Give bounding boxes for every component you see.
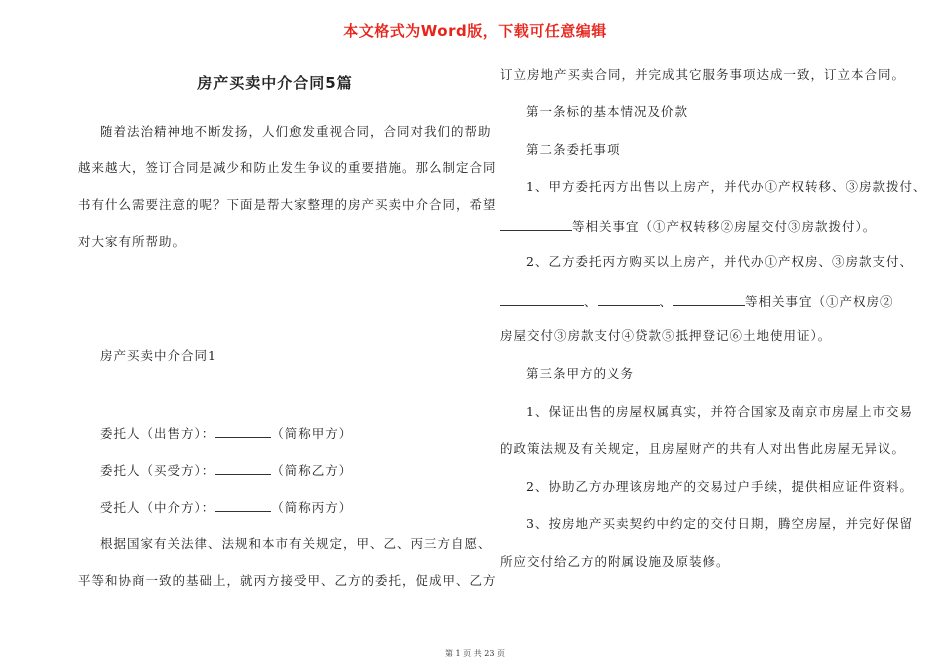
format-notice-banner: 本文格式为Word版，下载可任意编辑 — [343, 22, 607, 40]
party-agent-label: 受托人（中介方）： — [100, 500, 216, 515]
party-agent-blank — [215, 499, 271, 512]
party-seller-blank — [215, 425, 271, 438]
item-2-2-blank-2 — [598, 293, 660, 306]
item-3-1-line-2: 的政策法规及有关规定，且房屋财产的共有人对出售此房屋无异议。 — [500, 441, 906, 456]
party-buyer-line — [100, 462, 352, 478]
item-2-2-blank-1 — [500, 293, 584, 306]
item-2-2-blank-3 — [673, 293, 745, 306]
party-agent-suffix: （简称丙方） — [271, 500, 353, 515]
footer-total-pages: 23 — [484, 649, 495, 658]
item-2-2-sep-1: 、 — [584, 294, 598, 309]
continuation-line: 订立房地产买卖合同，并完成其它服务事项达成一致，订立本合同。 — [500, 67, 906, 82]
party-agent-line — [100, 499, 352, 515]
basis-line-2: 平等和协商一致的基础上，就丙方接受甲、乙方的委托，促成甲、乙方 — [78, 573, 497, 588]
party-seller-suffix: （简称甲方） — [271, 426, 353, 441]
item-2-2-sep-2: 、 — [659, 294, 674, 309]
basis-line-1: 根据国家有关法律、法规和本市有关规定，甲、乙、丙三方自愿、 — [100, 536, 492, 551]
article-1-heading: 第一条标的基本情况及价款 — [526, 104, 689, 119]
item-2-1-blank — [500, 218, 572, 231]
party-buyer-label: 委托人（买受方）： — [100, 463, 216, 478]
item-2-1-text: 等相关事宜（①产权转移②房屋交付③房款拨付）。 — [572, 219, 877, 234]
item-2-1-line-1: 1、甲方委托丙方出售以上房产，并代办①产权转移、③房款拨付、 — [526, 179, 927, 194]
item-3-1-line-1: 1、保证出售的房屋权属真实，并符合国家及南京市房屋上市交易 — [526, 404, 913, 419]
article-3-heading: 第三条甲方的义务 — [526, 366, 635, 381]
footer-middle: 页 共 — [463, 649, 482, 658]
party-seller-line — [100, 425, 352, 441]
item-3-3-line-1: 3、按房地产买卖契约中约定的交付日期，腾空房屋，并完好保留 — [526, 516, 913, 531]
document-title: 房产买卖中介合同5篇 — [197, 74, 353, 92]
intro-line-2: 越来越大，签订合同是减少和防止发生争议的重要措施。那么制定合同 — [78, 160, 497, 175]
page-footer — [0, 648, 950, 659]
item-2-1-line-2 — [500, 218, 876, 234]
party-seller-label: 委托人（出售方）： — [100, 426, 216, 441]
article-2-heading: 第二条委托事项 — [526, 142, 621, 157]
item-2-2-line-3: 房屋交付③房款支付④贷款⑤抵押登记⑥土地使用证）。 — [500, 328, 832, 343]
intro-line-4: 对大家有所帮助。 — [78, 234, 187, 249]
item-2-2-line-2 — [500, 293, 894, 309]
party-buyer-suffix: （简称乙方） — [271, 463, 353, 478]
footer-prefix: 第 — [444, 649, 453, 658]
item-3-2-line: 2、协助乙方办理该房地产的交易过户手续，提供相应证件资料。 — [526, 479, 913, 494]
item-3-3-line-2: 所应交付给乙方的附属设施及原装修。 — [500, 554, 730, 569]
intro-line-3: 书有什么需要注意的呢？下面是帮大家整理的房产买卖中介合同，希望 — [78, 197, 497, 212]
party-buyer-blank — [215, 462, 271, 475]
section-heading: 房产买卖中介合同1 — [100, 348, 217, 363]
footer-suffix: 页 — [497, 649, 505, 658]
item-2-2-line-1: 2、乙方委托丙方购买以上房产，并代办①产权房、③房款支付、 — [526, 254, 913, 269]
footer-page-number: 1 — [455, 649, 461, 658]
intro-line-1: 随着法治精神地不断发扬，人们愈发重视合同，合同对我们的帮助 — [100, 124, 492, 139]
item-2-2-text: 等相关事宜（①产权房② — [745, 294, 894, 309]
